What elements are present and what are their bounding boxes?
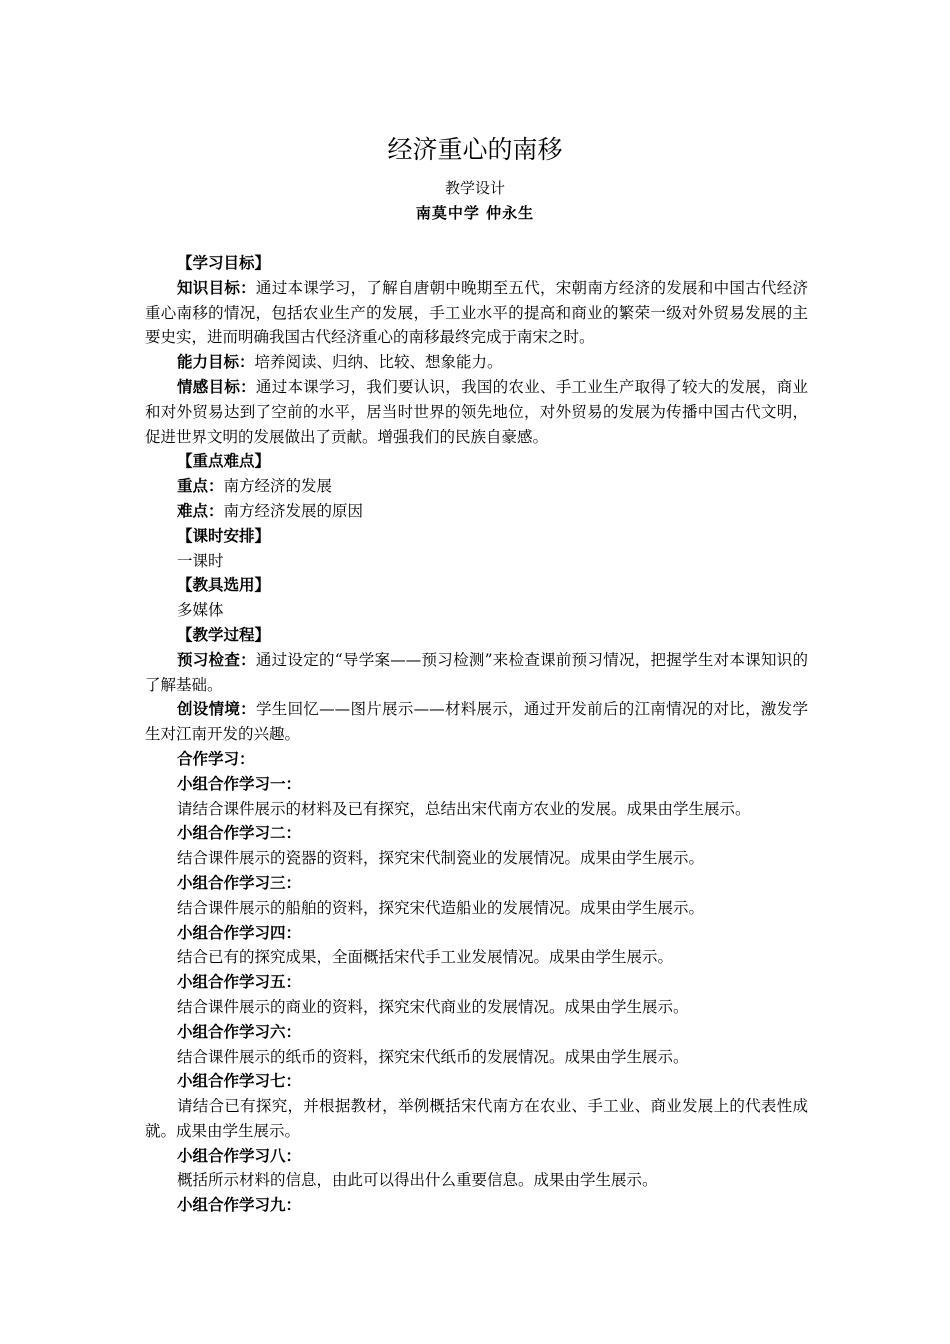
key-label: 重点： (177, 476, 224, 496)
group-text: 结合课件展示的纸币的资料，探究宋代纸币的发展情况。成果由学生展示。 (177, 1047, 689, 1066)
difficulty-point (145, 499, 808, 524)
difficulty-label: 难点： (177, 500, 224, 520)
ability-label: 能力目标： (177, 352, 255, 372)
preview-check (145, 648, 808, 698)
knowledge-text: 通过本课学习，了解自唐朝中晚期至五代，宋朝南方经济的发展和中国古代经济重心南移的情况，包括农业生产的发展，手工业水平的提高和商业的繁荣一级对外贸易发展的主要史实，进而明确我国古代经济重心的南移最终完成于南宋之时。 (145, 278, 808, 347)
tools-text: 多媒体 (177, 601, 224, 620)
group-label: 小组合作学习四： (177, 922, 302, 942)
emotion-text: 通过本课学习，我们要认识，我国的农业、手工业生产取得了较大的发展，商业和对外贸易达到了空前的水平，居当时世界的领先地位，对外贸易的发展为传播中国古代文明，促进世界文明的发展做出了贡献。增强我们的民族自豪感。 (145, 377, 808, 446)
group-label: 小组合作学习一： (177, 773, 302, 793)
tools-heading: 【教具选用】 (177, 575, 271, 595)
group-label: 小组合作学习五： (177, 972, 302, 992)
keypoints-heading: 【重点难点】 (177, 451, 271, 471)
group-label: 小组合作学习二： (177, 823, 302, 843)
page-title: 经济重心的南移 (387, 135, 563, 164)
group-text: 结合课件展示的商业的资料，探究宋代商业的发展情况。成果由学生展示。 (177, 997, 689, 1016)
schedule-text: 一课时 (177, 551, 224, 570)
preview-text: 通过设定的“导学案——预习检测”来检查课前预习情况，把握学生对本课知识的了解基础。 (145, 650, 808, 694)
process-heading: 【教学过程】 (177, 624, 271, 644)
group-text: 结合已有的探究成果，全面概括宋代手工业发展情况。成果由学生展示。 (177, 948, 674, 967)
emotion-goal (145, 375, 808, 449)
emotion-label: 情感目标： (177, 376, 256, 396)
difficulty-text: 南方经济发展的原因 (223, 501, 364, 520)
group-text: 结合课件展示的瓷器的资料，探究宋代制瓷业的发展情况。成果由学生展示。 (177, 849, 705, 868)
group-text: 概括所示材料的信息，由此可以得出什么重要信息。成果由学生展示。 (177, 1171, 658, 1190)
knowledge-label: 知识目标： (177, 277, 256, 297)
ability-goal (145, 350, 808, 375)
group-label: 小组合作学习三： (177, 872, 302, 892)
preview-label: 预习检查： (177, 649, 256, 669)
ability-text: 培养阅读、归纳、比较、想象能力。 (254, 353, 503, 372)
knowledge-goal (145, 276, 808, 350)
key-point (145, 474, 808, 499)
situation-text: 学生回忆——图片展示——材料展示，通过开发前后的江南情况的对比，激发学生对江南开发的兴趣。 (145, 700, 808, 744)
group-text: 请结合课件展示的材料及已有探究，总结出宋代南方农业的发展。成果由学生展示。 (177, 799, 751, 818)
author-line: 南莫中学 仲永生 (415, 204, 535, 222)
situation-label: 创设情境： (177, 699, 256, 719)
coop-heading: 合作学习： (177, 748, 255, 768)
objectives-heading: 【学习目标】 (177, 253, 271, 272)
group-text: 结合课件展示的船舶的资料，探究宋代造船业的发展情况。成果由学生展示。 (177, 898, 705, 917)
group-label: 小组合作学习九： (177, 1195, 302, 1215)
document-body (145, 251, 808, 1218)
group-label: 小组合作学习七： (177, 1071, 302, 1091)
situation-setup (145, 697, 808, 747)
schedule-heading: 【课时安排】 (177, 525, 271, 545)
key-text: 南方经济的发展 (223, 477, 333, 496)
group-text: 请结合已有探究，并根据教材，举例概括宋代南方在农业、手工业、商业发展上的代表性成就。成果由学生展示。 (145, 1097, 808, 1140)
group-label: 小组合作学习六： (177, 1021, 302, 1041)
group-label: 小组合作学习八： (177, 1145, 302, 1165)
page-subtitle: 教学设计 (444, 179, 505, 197)
